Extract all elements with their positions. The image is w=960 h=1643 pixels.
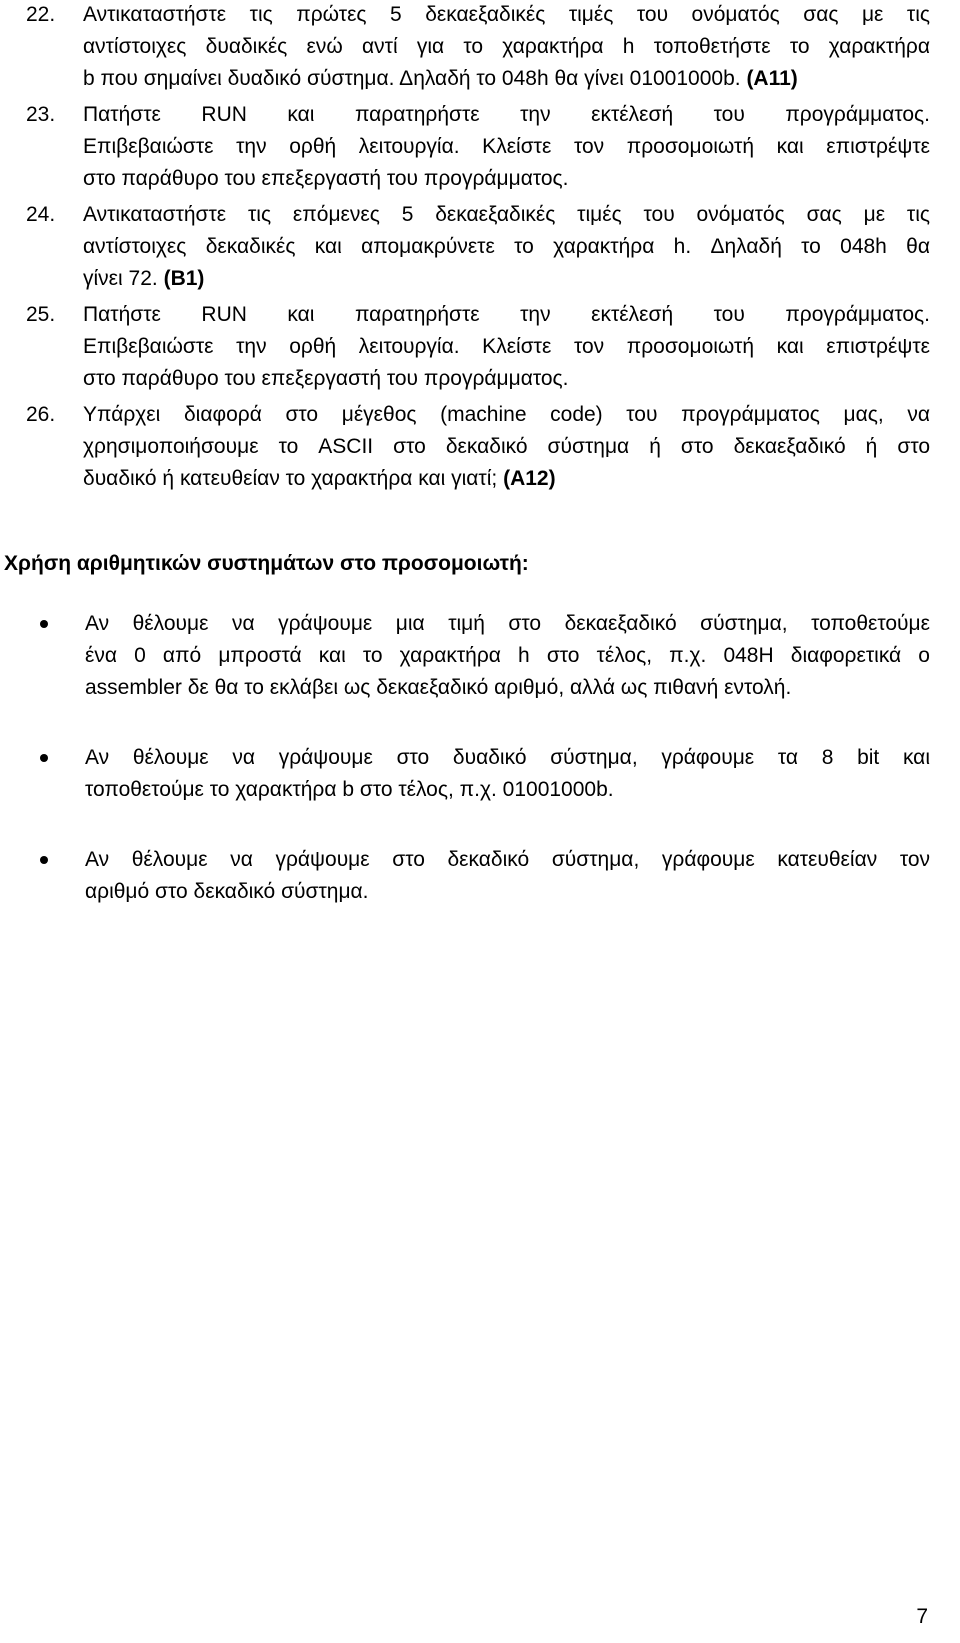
bullet-line: Αν θέλουμε να γράψουμε στο δυαδικό σύστημα, γράφουμε τα 8 bit και	[85, 746, 930, 769]
step-number: 25.	[26, 303, 56, 326]
step-line: Υπάρχει διαφορά στο μέγεθος (machine code) του προγράμματος μας, να	[83, 403, 930, 426]
step-number: 26.	[26, 403, 56, 426]
step-line	[83, 463, 930, 495]
bullet-dot-icon	[40, 754, 48, 762]
bullet-list	[40, 608, 930, 946]
bullet-line: τοποθετούμε το χαρακτήρα b στο τέλος, π.χ. 01001000b.	[85, 778, 614, 801]
bullet-line: Αν θέλουμε να γράψουμε μια τιμή στο δεκαεξαδικό σύστημα, τοποθετούμε	[85, 612, 930, 635]
bullet-line: Αν θέλουμε να γράψουμε στο δεκαδικό σύστημα, γράφουμε κατευθείαν τον	[85, 848, 930, 871]
step-number: 24.	[26, 203, 56, 226]
step-line-text: b που σημαίνει δυαδικό σύστημα. Δηλαδή το 048h θα γίνει 01001000b.	[83, 67, 741, 90]
step-line: στο παράθυρο του επεξεργαστή του προγράμματος.	[83, 167, 569, 190]
section-heading: Χρήση αριθμητικών συστημάτων στο προσομοιωτή:	[4, 552, 529, 575]
bullet-line: αριθμό στο δεκαδικό σύστημα.	[85, 880, 369, 903]
step-line: αντίστοιχες δεκαδικές και απομακρύνετε το χαρακτήρα h. Δηλαδή το 048h θα	[83, 235, 930, 258]
step-tag: (B1)	[163, 267, 205, 290]
step-number: 22.	[26, 3, 56, 26]
step-26	[26, 399, 930, 495]
step-line: Αντικαταστήστε τις πρώτες 5 δεκαεξαδικές τιμές του ονόματός σας με τις	[83, 3, 930, 26]
step-25	[26, 299, 930, 395]
step-line: Πατήστε RUN και παρατηρήστε την εκτέλεσή του προγράμματος.	[83, 103, 930, 126]
bullet-dot-icon	[40, 620, 48, 628]
step-line: χρησιμοποιήσουμε το ASCII στο δεκαδικό σύστημα ή στο δεκαεξαδικό ή στο	[83, 435, 930, 458]
steps-list	[26, 0, 930, 499]
bullet-line: assembler δε θα το εκλάβει ως δεκαεξαδικό αριθμό, αλλά ως πιθανή εντολή.	[85, 676, 792, 699]
bullet-item-hex	[40, 608, 930, 704]
bullet-line: ένα 0 από μπροστά και το χαρακτήρα h στο τέλος, π.χ. 048H διαφορετικά ο	[85, 644, 930, 667]
step-line-text: δυαδικό ή κατευθείαν το χαρακτήρα και γιατί;	[83, 467, 498, 490]
step-line: αντίστοιχες δυαδικές ενώ αντί για το χαρακτήρα h τοποθετήστε το χαρακτήρα	[83, 35, 930, 58]
step-line	[83, 263, 930, 295]
step-line: Επιβεβαιώστε την ορθή λειτουργία. Κλείστε τον προσομοιωτή και επιστρέψτε	[83, 335, 930, 358]
step-24	[26, 199, 930, 295]
step-22	[26, 0, 930, 95]
step-line: στο παράθυρο του επεξεργαστή του προγράμματος.	[83, 367, 569, 390]
step-line	[83, 63, 930, 95]
step-line: Επιβεβαιώστε την ορθή λειτουργία. Κλείστε τον προσομοιωτή και επιστρέψτε	[83, 135, 930, 158]
step-23	[26, 99, 930, 195]
page-number: 7	[916, 1605, 928, 1628]
bullet-dot-icon	[40, 856, 48, 864]
step-line: Πατήστε RUN και παρατηρήστε την εκτέλεσή του προγράμματος.	[83, 303, 930, 326]
step-line: Αντικαταστήστε τις επόμενες 5 δεκαεξαδικές τιμές του ονόματός σας με τις	[83, 203, 930, 226]
step-line-text: γίνει 72.	[83, 267, 158, 290]
step-number: 23.	[26, 103, 56, 126]
step-tag: (A11)	[746, 67, 798, 90]
bullet-item-decimal	[40, 844, 930, 908]
step-tag: (A12)	[503, 467, 556, 490]
bullet-item-binary	[40, 742, 930, 806]
